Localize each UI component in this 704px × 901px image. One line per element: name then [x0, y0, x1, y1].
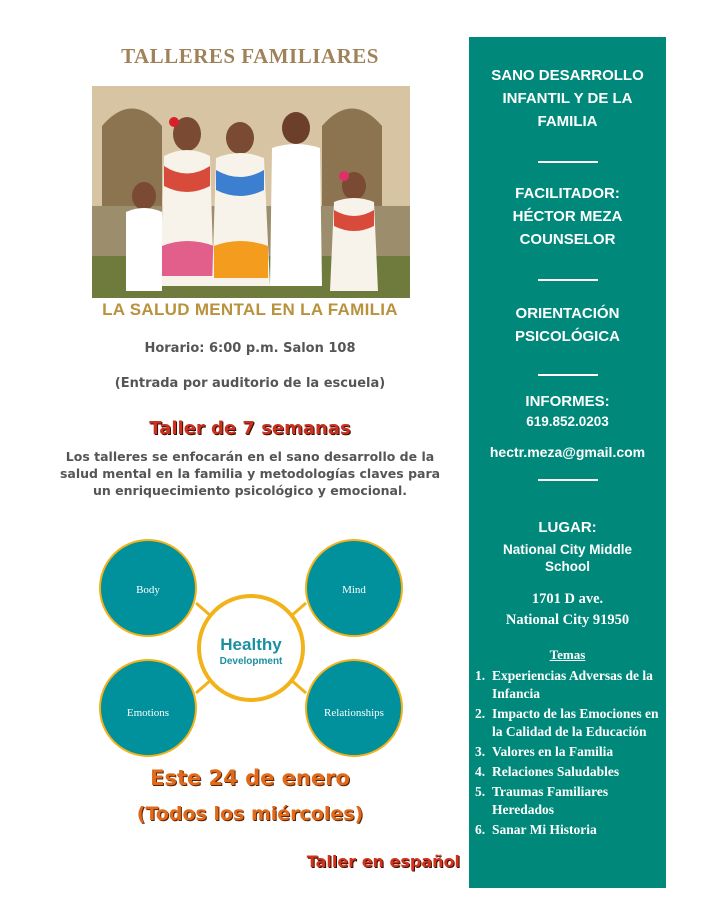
school-name-line: National City Middle — [502, 542, 632, 557]
center-subtitle: Development — [219, 656, 283, 667]
item-number: 3. — [475, 744, 486, 759]
address-line: National City 91950 — [505, 612, 630, 628]
language-note: Taller en español — [306, 852, 460, 871]
family-photo — [92, 86, 410, 298]
address — [469, 589, 666, 631]
node-mind-label: Mind — [342, 584, 366, 596]
program-heading — [469, 64, 666, 133]
program-heading-line: SANO DESARROLLO — [491, 67, 644, 84]
start-date: Este 24 de enero — [150, 766, 350, 790]
facilitator-name: HÉCTOR MEZA — [512, 208, 623, 225]
family-photo-illustration — [92, 86, 410, 298]
informes-label: INFORMES: — [525, 393, 610, 410]
item-text: Traumas Familiares Heredados — [492, 784, 609, 817]
list-item — [475, 783, 665, 819]
address-line: 1701 D ave. — [531, 591, 604, 607]
item-text: Relaciones Saludables — [492, 764, 620, 779]
item-text: Experiencias Adversas de la Infancia — [492, 668, 653, 701]
program-heading-line: INFANTIL Y DE LA — [502, 90, 633, 107]
healthy-development-diagram — [96, 538, 406, 758]
topics-list — [475, 667, 665, 841]
divider — [538, 374, 598, 376]
divider — [538, 279, 598, 281]
divider — [538, 479, 598, 481]
item-text: Valores en la Familia — [492, 744, 614, 759]
school-name-line: School — [544, 559, 590, 574]
weekday-note: (Todos los miércoles) — [136, 803, 364, 825]
list-item — [475, 743, 665, 761]
item-text: Sanar Mi Historia — [492, 822, 597, 837]
facilitator-block — [469, 182, 666, 251]
orientation-block — [469, 302, 666, 348]
topics-title: Temas — [549, 647, 586, 662]
item-number: 6. — [475, 822, 486, 837]
item-number: 1. — [475, 668, 486, 683]
list-item — [475, 821, 665, 839]
item-text: Impacto de las Emociones en la Calidad de la Educación — [492, 706, 659, 739]
workshop-duration: Taller de 7 semanas — [149, 418, 351, 439]
contact-email: hectr.meza@gmail.com — [489, 444, 646, 460]
school-name — [469, 541, 666, 575]
orientation-line: ORIENTACIÓN — [515, 305, 620, 322]
node-body-label: Body — [136, 584, 160, 596]
entrance-note: (Entrada por auditorio de la escuela) — [114, 376, 386, 391]
item-number: 5. — [475, 784, 486, 799]
center-title: Healthy — [220, 635, 282, 654]
facilitator-label: FACILITADOR: — [515, 185, 620, 202]
workshop-description: Los talleres se enfocarán en el sano desarrollo de la salud mental en la familia y metodologías claves para un enriquecimiento psicológico y emocional. — [59, 449, 441, 498]
info-sidebar — [469, 37, 666, 888]
node-emotions-label: Emotions — [126, 707, 170, 719]
list-item — [475, 705, 665, 741]
workshop-subtitle: LA SALUD MENTAL EN LA FAMILIA — [102, 300, 398, 319]
item-number: 2. — [475, 706, 486, 721]
orientation-line: PSICOLÓGICA — [514, 328, 620, 345]
phone-number: 619.852.0203 — [526, 414, 609, 429]
list-item — [475, 667, 665, 703]
divider — [538, 161, 598, 163]
list-item — [475, 763, 665, 781]
node-relationships-label: Relationships — [324, 707, 384, 719]
schedule-text: Horario: 6:00 p.m. Salon 108 — [144, 341, 356, 356]
location-label: LUGAR: — [538, 519, 597, 536]
page-title: TALLERES FAMILIARES — [121, 44, 379, 68]
program-heading-line: FAMILIA — [537, 113, 598, 130]
item-number: 4. — [475, 764, 486, 779]
facilitator-role: COUNSELOR — [519, 231, 616, 248]
